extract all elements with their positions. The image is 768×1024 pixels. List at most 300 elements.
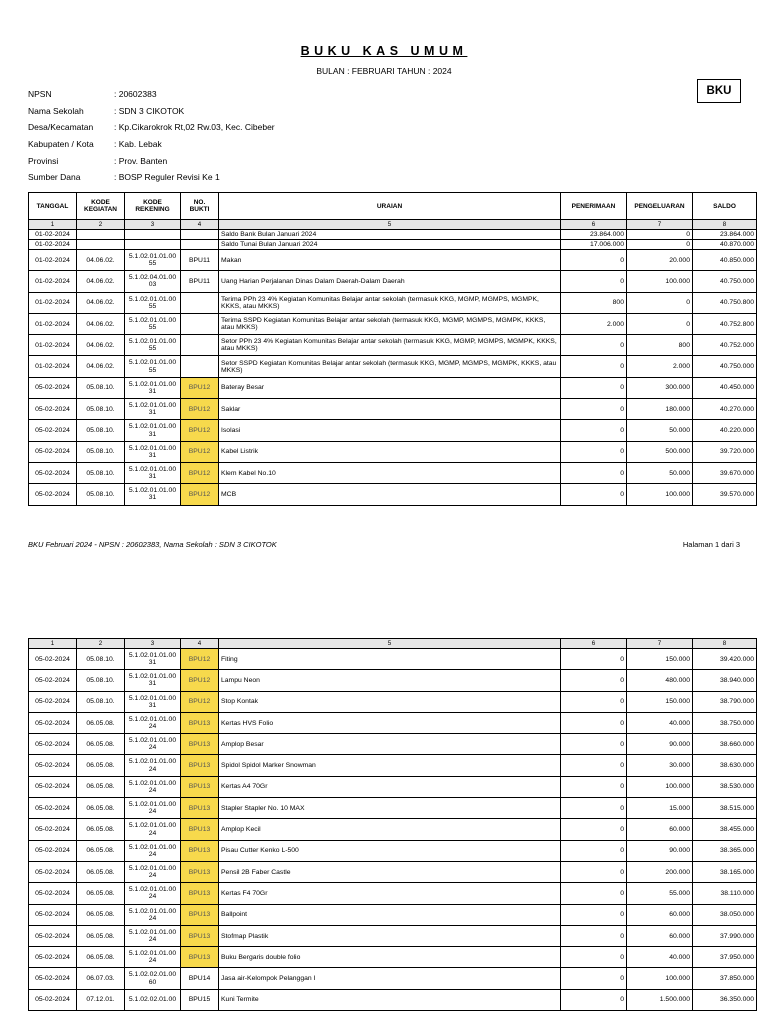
- cell-pengeluaran: 500.000: [627, 441, 693, 462]
- cell-penerimaan: 0: [561, 691, 627, 712]
- cell-tanggal: 05-02-2024: [29, 462, 77, 483]
- cell-tanggal: 05-02-2024: [29, 904, 77, 925]
- cell-penerimaan: 17.006.000: [561, 240, 627, 250]
- table-row: [29, 883, 757, 904]
- col-index: 6: [561, 220, 627, 230]
- cell-kode-rekening: 5.1.02.01.01.00 24: [125, 883, 181, 904]
- cell-kode-rekening: 5.1.02.01.01.00 24: [125, 840, 181, 861]
- cell-penerimaan: 0: [561, 335, 627, 356]
- col-index: 4: [181, 639, 219, 649]
- cell-uraian: Terima PPh 23 4% Kegiatan Komunitas Belajar antar sekolah (termasuk KKG, MGMP, MGMPS, MGMPK, KKKS, atau MKKS): [219, 292, 561, 313]
- cell-kode-kegiatan: 05.08.10.: [77, 441, 125, 462]
- cell-penerimaan: 0: [561, 649, 627, 670]
- cell-kode-rekening: 5.1.02.01.01.00 55: [125, 250, 181, 271]
- cell-pengeluaran: 20.000: [627, 250, 693, 271]
- cell-kode-rekening: 5.1.02.01.01.00 24: [125, 904, 181, 925]
- col-index: 3: [125, 220, 181, 230]
- cell-no-bukti: BPU12: [181, 420, 219, 441]
- bku-table-page-1: [28, 192, 757, 506]
- cell-no-bukti: [181, 230, 219, 240]
- cell-saldo: 40.270.000: [693, 399, 757, 420]
- cell-tanggal: 05-02-2024: [29, 377, 77, 398]
- cell-uraian: Stofmap Plastik: [219, 925, 561, 946]
- cell-kode-kegiatan: 05.08.10.: [77, 420, 125, 441]
- info-label: Provinsi: [28, 155, 59, 166]
- cell-pengeluaran: 1.500.000: [627, 989, 693, 1010]
- cell-penerimaan: 0: [561, 271, 627, 292]
- col-index: 6: [561, 639, 627, 649]
- cell-no-bukti: BPU13: [181, 904, 219, 925]
- cell-penerimaan: 0: [561, 356, 627, 377]
- cell-kode-kegiatan: 06.05.08.: [77, 798, 125, 819]
- cell-pengeluaran: 50.000: [627, 462, 693, 483]
- cell-penerimaan: 0: [561, 947, 627, 968]
- cell-uraian: Makan: [219, 250, 561, 271]
- cell-pengeluaran: 40.000: [627, 947, 693, 968]
- cell-pengeluaran: 100.000: [627, 271, 693, 292]
- cell-penerimaan: 23.864.000: [561, 230, 627, 240]
- cell-uraian: Pisau Cutter Kenko L-500: [219, 840, 561, 861]
- cell-kode-kegiatan: 06.07.03.: [77, 968, 125, 989]
- cell-uraian: Setor SSPD Kegiatan Komunitas Belajar antar sekolah (termasuk KKG, MGMP, MGMPS, MGMPK, KKKS, atau MKKS): [219, 356, 561, 377]
- bku-table-page-2: [28, 638, 757, 1011]
- cell-no-bukti: BPU15: [181, 989, 219, 1010]
- cell-penerimaan: 2.000: [561, 313, 627, 334]
- cell-pengeluaran: 60.000: [627, 904, 693, 925]
- cell-no-bukti: BPU13: [181, 776, 219, 797]
- cell-kode-kegiatan: 05.08.10.: [77, 649, 125, 670]
- cell-penerimaan: 0: [561, 420, 627, 441]
- cell-penerimaan: 0: [561, 904, 627, 925]
- cell-no-bukti: BPU12: [181, 649, 219, 670]
- cell-no-bukti: [181, 356, 219, 377]
- cell-kode-kegiatan: [77, 230, 125, 240]
- col-header-uraian: URAIAN: [219, 193, 561, 220]
- cell-saldo: 38.365.000: [693, 840, 757, 861]
- col-index: 8: [693, 220, 757, 230]
- cell-uraian: Kertas A4 70Gr: [219, 776, 561, 797]
- cell-kode-rekening: 5.1.02.01.01.00 31: [125, 377, 181, 398]
- cell-tanggal: 05-02-2024: [29, 798, 77, 819]
- cell-tanggal: 05-02-2024: [29, 776, 77, 797]
- table-row: [29, 734, 757, 755]
- table-row: [29, 712, 757, 733]
- cell-uraian: Uang Harian Perjalanan Dinas Dalam Daerah-Dalam Daerah: [219, 271, 561, 292]
- info-row: [28, 89, 275, 106]
- table-row: [29, 755, 757, 776]
- cell-uraian: Fiting: [219, 649, 561, 670]
- cell-pengeluaran: 150.000: [627, 691, 693, 712]
- table-row: [29, 904, 757, 925]
- info-label: Sumber Dana: [28, 172, 81, 183]
- cell-saldo: 40.450.000: [693, 377, 757, 398]
- cell-saldo: 40.750.800: [693, 292, 757, 313]
- table-row: [29, 776, 757, 797]
- table-row: [29, 691, 757, 712]
- cell-kode-rekening: 5.1.02.01.01.00 24: [125, 819, 181, 840]
- cell-kode-kegiatan: 06.05.08.: [77, 861, 125, 882]
- info-value: : Prov. Banten: [114, 155, 168, 166]
- col-index: 5: [219, 639, 561, 649]
- cell-tanggal: 05-02-2024: [29, 691, 77, 712]
- cell-saldo: 40.870.000: [693, 240, 757, 250]
- cell-kode-kegiatan: 06.05.08.: [77, 840, 125, 861]
- cell-saldo: 39.720.000: [693, 441, 757, 462]
- cell-penerimaan: 0: [561, 484, 627, 505]
- cell-no-bukti: BPU13: [181, 861, 219, 882]
- cell-penerimaan: 0: [561, 798, 627, 819]
- cell-saldo: 40.750.000: [693, 356, 757, 377]
- col-index: 7: [627, 220, 693, 230]
- cell-tanggal: 05-02-2024: [29, 441, 77, 462]
- cell-kode-kegiatan: 06.05.08.: [77, 755, 125, 776]
- cell-kode-rekening: 5.1.02.01.01.00 31: [125, 441, 181, 462]
- cell-uraian: Saldo Bank Bulan Januari 2024: [219, 230, 561, 240]
- col-index: 2: [77, 639, 125, 649]
- cell-penerimaan: 0: [561, 250, 627, 271]
- cell-pengeluaran: 0: [627, 292, 693, 313]
- col-index: 1: [29, 639, 77, 649]
- cell-saldo: 38.110.000: [693, 883, 757, 904]
- cell-kode-kegiatan: 06.05.08.: [77, 925, 125, 946]
- cell-kode-rekening: 5.1.02.01.01.00 24: [125, 798, 181, 819]
- cell-penerimaan: 0: [561, 968, 627, 989]
- cell-uraian: Saldo Tunai Bulan Januari 2024: [219, 240, 561, 250]
- cell-kode-kegiatan: 04.06.02.: [77, 356, 125, 377]
- table-row: [29, 356, 757, 377]
- cell-penerimaan: 0: [561, 441, 627, 462]
- cell-no-bukti: BPU14: [181, 968, 219, 989]
- cell-penerimaan: 0: [561, 670, 627, 691]
- cell-kode-rekening: 5.1.02.04.01.00 03: [125, 271, 181, 292]
- cell-uraian: Jasa air-Kelompok Pelanggan I: [219, 968, 561, 989]
- cell-kode-rekening: 5.1.02.01.01.00 31: [125, 691, 181, 712]
- cell-no-bukti: BPU13: [181, 712, 219, 733]
- cell-pengeluaran: 0: [627, 240, 693, 250]
- cell-kode-rekening: 5.1.02.01.01.00 24: [125, 776, 181, 797]
- col-index: 7: [627, 639, 693, 649]
- cell-kode-kegiatan: 05.08.10.: [77, 670, 125, 691]
- col-index: 8: [693, 639, 757, 649]
- cell-kode-rekening: 5.1.02.01.01.00 31: [125, 649, 181, 670]
- cell-saldo: 40.850.000: [693, 250, 757, 271]
- cell-tanggal: 05-02-2024: [29, 755, 77, 776]
- col-index: 1: [29, 220, 77, 230]
- cell-tanggal: 05-02-2024: [29, 819, 77, 840]
- cell-kode-kegiatan: 06.05.08.: [77, 712, 125, 733]
- table-row: [29, 399, 757, 420]
- col-header-penerimaan: PENERIMAAN: [561, 193, 627, 220]
- cell-pengeluaran: 100.000: [627, 776, 693, 797]
- cell-tanggal: 01-02-2024: [29, 240, 77, 250]
- cell-no-bukti: [181, 335, 219, 356]
- cell-uraian: Terima SSPD Kegiatan Komunitas Belajar antar sekolah (termasuk KKG, MGMP, MGMPS, MGMPK, KKKS, atau MKKS): [219, 313, 561, 334]
- cell-penerimaan: 0: [561, 462, 627, 483]
- cell-kode-rekening: 5.1.02.01.01.00 24: [125, 734, 181, 755]
- cell-kode-kegiatan: 06.05.08.: [77, 776, 125, 797]
- cell-pengeluaran: 50.000: [627, 420, 693, 441]
- cell-penerimaan: 0: [561, 712, 627, 733]
- cell-kode-kegiatan: 05.08.10.: [77, 691, 125, 712]
- cell-saldo: 39.570.000: [693, 484, 757, 505]
- cell-kode-rekening: 5.1.02.01.01.00 31: [125, 484, 181, 505]
- cell-kode-rekening: [125, 240, 181, 250]
- table-row: [29, 335, 757, 356]
- cell-pengeluaran: 60.000: [627, 925, 693, 946]
- cell-pengeluaran: 60.000: [627, 819, 693, 840]
- table-row: [29, 230, 757, 240]
- cell-saldo: 23.864.000: [693, 230, 757, 240]
- cell-kode-kegiatan: 06.05.08.: [77, 883, 125, 904]
- info-value: : 20602383: [114, 89, 157, 99]
- info-label: NPSN: [28, 89, 52, 99]
- cell-saldo: 38.165.000: [693, 861, 757, 882]
- cell-penerimaan: 0: [561, 734, 627, 755]
- cell-tanggal: 05-02-2024: [29, 968, 77, 989]
- cell-kode-rekening: 5.1.02.01.01.00 24: [125, 712, 181, 733]
- cell-tanggal: 05-02-2024: [29, 883, 77, 904]
- table-row: [29, 240, 757, 250]
- cell-pengeluaran: 200.000: [627, 861, 693, 882]
- table-row: [29, 947, 757, 968]
- cell-kode-kegiatan: 04.06.02.: [77, 250, 125, 271]
- cell-tanggal: 01-02-2024: [29, 250, 77, 271]
- cell-saldo: 39.670.000: [693, 462, 757, 483]
- cell-uraian: Ballpoint: [219, 904, 561, 925]
- cell-no-bukti: BPU13: [181, 798, 219, 819]
- bku-badge: BKU: [697, 79, 741, 103]
- info-row: [28, 156, 275, 173]
- info-row: [28, 172, 275, 189]
- col-header-saldo: SALDO: [693, 193, 757, 220]
- col-index: 3: [125, 639, 181, 649]
- col-header-kode-rekening: KODE REKENING: [125, 193, 181, 220]
- cell-saldo: 38.750.000: [693, 712, 757, 733]
- cell-pengeluaran: 480.000: [627, 670, 693, 691]
- cell-kode-kegiatan: 05.08.10.: [77, 462, 125, 483]
- cell-saldo: 37.850.000: [693, 968, 757, 989]
- cell-pengeluaran: 90.000: [627, 840, 693, 861]
- cell-no-bukti: BPU12: [181, 691, 219, 712]
- cell-no-bukti: BPU13: [181, 883, 219, 904]
- cell-kode-kegiatan: 04.06.02.: [77, 313, 125, 334]
- cell-tanggal: 05-02-2024: [29, 399, 77, 420]
- cell-saldo: 36.350.000: [693, 989, 757, 1010]
- cell-kode-kegiatan: 04.06.02.: [77, 335, 125, 356]
- cell-saldo: 38.530.000: [693, 776, 757, 797]
- info-label: Desa/Kecamatan: [28, 122, 94, 133]
- cell-tanggal: 05-02-2024: [29, 840, 77, 861]
- table-row: [29, 462, 757, 483]
- cell-uraian: Kertas HVS Folio: [219, 712, 561, 733]
- cell-uraian: MCB: [219, 484, 561, 505]
- cell-kode-rekening: 5.1.02.01.01.00 55: [125, 313, 181, 334]
- cell-saldo: 40.750.000: [693, 271, 757, 292]
- cell-kode-kegiatan: 05.08.10.: [77, 484, 125, 505]
- cell-saldo: 40.752.800: [693, 313, 757, 334]
- cell-saldo: 38.660.000: [693, 734, 757, 755]
- cell-pengeluaran: 30.000: [627, 755, 693, 776]
- info-label: Kabupaten / Kota: [28, 139, 94, 150]
- cell-kode-kegiatan: 06.05.08.: [77, 734, 125, 755]
- table-row: [29, 377, 757, 398]
- info-row: [28, 106, 275, 123]
- cell-kode-kegiatan: 04.06.02.: [77, 292, 125, 313]
- cell-uraian: Bateray Besar: [219, 377, 561, 398]
- table-row: [29, 441, 757, 462]
- cell-no-bukti: BPU12: [181, 441, 219, 462]
- cell-saldo: 38.455.000: [693, 819, 757, 840]
- table-row: [29, 649, 757, 670]
- cell-tanggal: 05-02-2024: [29, 947, 77, 968]
- cell-no-bukti: BPU13: [181, 755, 219, 776]
- cell-pengeluaran: 0: [627, 313, 693, 334]
- cell-no-bukti: BPU13: [181, 925, 219, 946]
- col-index: 4: [181, 220, 219, 230]
- cell-pengeluaran: 800: [627, 335, 693, 356]
- cell-uraian: Lampu Neon: [219, 670, 561, 691]
- cell-saldo: 38.790.000: [693, 691, 757, 712]
- cell-kode-rekening: 5.1.02.01.01.00 55: [125, 335, 181, 356]
- cell-kode-rekening: 5.1.02.01.01.00 55: [125, 356, 181, 377]
- info-row: [28, 139, 275, 156]
- cell-no-bukti: BPU11: [181, 250, 219, 271]
- cell-tanggal: 01-02-2024: [29, 271, 77, 292]
- cell-penerimaan: 0: [561, 989, 627, 1010]
- table-row: [29, 313, 757, 334]
- table-row: [29, 271, 757, 292]
- cell-tanggal: 01-02-2024: [29, 292, 77, 313]
- cell-uraian: Spidol Spidol Marker Snowman: [219, 755, 561, 776]
- cell-no-bukti: BPU12: [181, 462, 219, 483]
- info-value: : Kp.Cikarokrok Rt,02 Rw.03, Kec. Cibeber: [114, 122, 275, 133]
- cell-uraian: Stop Kontak: [219, 691, 561, 712]
- cell-pengeluaran: 100.000: [627, 484, 693, 505]
- cell-saldo: 40.220.000: [693, 420, 757, 441]
- col-header-tanggal: TANGGAL: [29, 193, 77, 220]
- cell-tanggal: 01-02-2024: [29, 313, 77, 334]
- cell-kode-rekening: 5.1.02.01.01.00 24: [125, 925, 181, 946]
- table-row: [29, 840, 757, 861]
- table-row: [29, 968, 757, 989]
- cell-uraian: Kabel Listrik: [219, 441, 561, 462]
- document-title: BUKU KAS UMUM: [300, 44, 468, 58]
- table-row: [29, 250, 757, 271]
- cell-kode-kegiatan: [77, 240, 125, 250]
- cell-pengeluaran: 90.000: [627, 734, 693, 755]
- cell-uraian: Saklar: [219, 399, 561, 420]
- table-row: [29, 292, 757, 313]
- cell-pengeluaran: 55.000: [627, 883, 693, 904]
- table-row: [29, 798, 757, 819]
- cell-tanggal: 05-02-2024: [29, 420, 77, 441]
- table-row: [29, 925, 757, 946]
- school-info: [28, 89, 275, 189]
- cell-tanggal: 05-02-2024: [29, 989, 77, 1010]
- cell-uraian: Isolasi: [219, 420, 561, 441]
- cell-uraian: Pensil 2B Faber Castle: [219, 861, 561, 882]
- cell-saldo: 38.515.000: [693, 798, 757, 819]
- cell-kode-rekening: 5.1.02.01.01.00 24: [125, 861, 181, 882]
- cell-kode-kegiatan: 05.08.10.: [77, 377, 125, 398]
- table-row: [29, 819, 757, 840]
- cell-penerimaan: 0: [561, 819, 627, 840]
- cell-pengeluaran: 2.000: [627, 356, 693, 377]
- cell-pengeluaran: 180.000: [627, 399, 693, 420]
- cell-saldo: 38.940.000: [693, 670, 757, 691]
- cell-tanggal: 05-02-2024: [29, 649, 77, 670]
- table-row: [29, 484, 757, 505]
- col-header-kode-kegiatan: KODE KEGIATAN: [77, 193, 125, 220]
- cell-kode-kegiatan: 05.08.10.: [77, 399, 125, 420]
- info-value: : SDN 3 CIKOTOK: [114, 105, 185, 116]
- page-footer-right: Halaman 1 dari 3: [682, 540, 740, 549]
- cell-penerimaan: 0: [561, 925, 627, 946]
- cell-pengeluaran: 15.000: [627, 798, 693, 819]
- cell-no-bukti: BPU13: [181, 947, 219, 968]
- cell-kode-kegiatan: 06.05.08.: [77, 904, 125, 925]
- table-row: [29, 420, 757, 441]
- cell-kode-rekening: 5.1.02.01.01.00 24: [125, 755, 181, 776]
- cell-kode-rekening: 5.1.02.02.01.00 60: [125, 968, 181, 989]
- cell-no-bukti: BPU12: [181, 484, 219, 505]
- cell-tanggal: 05-02-2024: [29, 925, 77, 946]
- cell-uraian: Stapler Stapler No. 10 MAX: [219, 798, 561, 819]
- cell-penerimaan: 0: [561, 861, 627, 882]
- cell-tanggal: 01-02-2024: [29, 230, 77, 240]
- cell-penerimaan: 0: [561, 755, 627, 776]
- cell-kode-kegiatan: 06.05.08.: [77, 947, 125, 968]
- info-value: : BOSP Reguler Revisi Ke 1: [114, 172, 220, 183]
- document-subtitle: BULAN : FEBRUARI TAHUN : 2024: [316, 66, 452, 76]
- col-index: 2: [77, 220, 125, 230]
- table-row: [29, 670, 757, 691]
- cell-penerimaan: 800: [561, 292, 627, 313]
- cell-kode-rekening: 5.1.02.01.01.00 31: [125, 670, 181, 691]
- cell-pengeluaran: 100.000: [627, 968, 693, 989]
- page-footer-left: BKU Februari 2024 - NPSN : 20602383, Nama Sekolah : SDN 3 CIKOTOK: [28, 540, 277, 549]
- cell-saldo: 40.752.000: [693, 335, 757, 356]
- cell-saldo: 37.990.000: [693, 925, 757, 946]
- cell-no-bukti: BPU12: [181, 377, 219, 398]
- col-index: 5: [219, 220, 561, 230]
- cell-kode-rekening: 5.1.02.02.01.00: [125, 989, 181, 1010]
- cell-saldo: 38.630.000: [693, 755, 757, 776]
- cell-tanggal: 05-02-2024: [29, 712, 77, 733]
- cell-kode-kegiatan: 06.05.08.: [77, 819, 125, 840]
- table-row: [29, 989, 757, 1010]
- info-value: : Kab. Lebak: [114, 139, 162, 150]
- cell-kode-rekening: [125, 230, 181, 240]
- cell-saldo: 38.050.000: [693, 904, 757, 925]
- cell-tanggal: 05-02-2024: [29, 861, 77, 882]
- cell-tanggal: 05-02-2024: [29, 670, 77, 691]
- cell-uraian: Kertas F4 70Gr: [219, 883, 561, 904]
- cell-penerimaan: 0: [561, 377, 627, 398]
- cell-kode-rekening: 5.1.02.01.01.00 24: [125, 947, 181, 968]
- cell-no-bukti: BPU11: [181, 271, 219, 292]
- cell-penerimaan: 0: [561, 883, 627, 904]
- cell-tanggal: 05-02-2024: [29, 734, 77, 755]
- cell-kode-rekening: 5.1.02.01.01.00 31: [125, 420, 181, 441]
- cell-penerimaan: 0: [561, 776, 627, 797]
- col-header-no-bukti: NO. BUKTI: [181, 193, 219, 220]
- cell-uraian: Amplop Besar: [219, 734, 561, 755]
- cell-penerimaan: 0: [561, 399, 627, 420]
- col-header-pengeluaran: PENGELUARAN: [627, 193, 693, 220]
- cell-pengeluaran: 300.000: [627, 377, 693, 398]
- cell-pengeluaran: 150.000: [627, 649, 693, 670]
